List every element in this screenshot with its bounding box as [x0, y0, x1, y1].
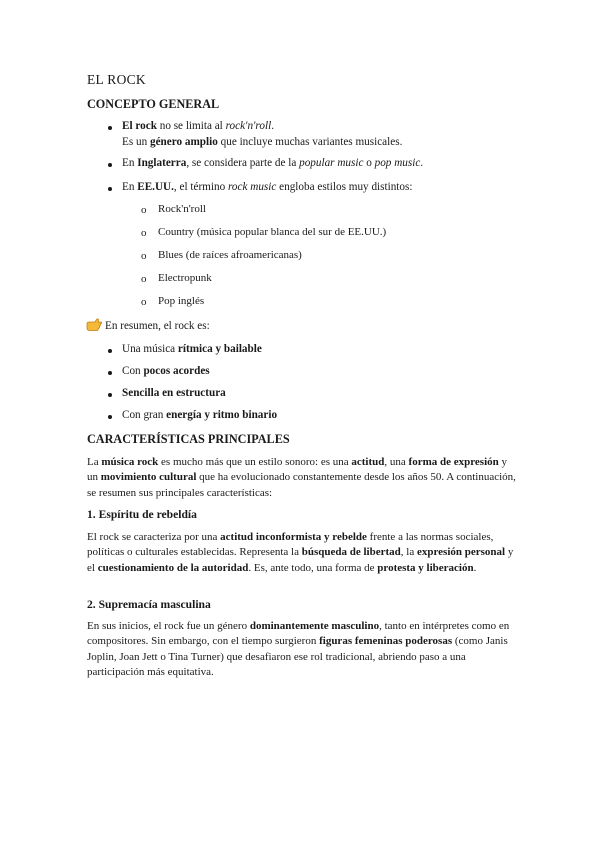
pointing-hand-icon	[86, 318, 102, 332]
sub-bullet-marker: o	[141, 250, 147, 262]
bullet-dot	[108, 349, 112, 353]
bullet-dot	[108, 163, 112, 167]
bullet-dot	[108, 415, 112, 419]
bullet-dot	[108, 371, 112, 375]
summary-item-1: Una música rítmica y bailable	[122, 343, 262, 355]
section-heading-concepto: CONCEPTO GENERAL	[87, 97, 220, 111]
bullet-item-3: En EE.UU., el término rock music engloba estilos muy distintos:	[122, 181, 413, 193]
masculina-paragraph: En sus inicios, el rock fue un género dominantemente masculino, tanto en intérpretes como en compositores. Sin embargo, con el tiempo surgieron figuras femeninas poderosas (como Janis Joplin, Joan Jett o Tina Turner) que desafiaron ese rol tradicional, abriendo paso a una participación más equitativa.	[87, 620, 510, 679]
sub-bullet-marker: o	[141, 273, 147, 285]
sub-bullet-marker: o	[141, 296, 147, 308]
section-heading-caracteristicas: CARACTERÍSTICAS PRINCIPALES	[87, 432, 290, 446]
bullet-dot	[108, 187, 112, 191]
intro-paragraph: La música rock es mucho más que un estilo sonoro: es una actitud, una forma de expresión y un movimiento cultural que ha evolucionado constantemente desde los años 50. A continuación, se resumen sus principales características:	[87, 456, 516, 499]
sub-bullet-marker: o	[141, 204, 147, 216]
sub-item-4: Electropunk	[158, 272, 212, 284]
summary-item-2: Con pocos acordes	[122, 365, 210, 377]
sub-item-2: Country (música popular blanca del sur de EE.UU.)	[158, 226, 387, 238]
summary-intro: En resumen, el rock es:	[105, 320, 210, 332]
sub-bullet-marker: o	[141, 227, 147, 239]
rebeldia-paragraph: El rock se caracteriza por una actitud inconformista y rebelde frente a las normas sociales, políticas o culturales establecidas. Representa la búsqueda de libertad, la expresión personal y el cuestionamiento de la autoridad. Es, ante todo, una forma de protesta y liberación.	[87, 531, 514, 574]
bullet-item-1-line2: Es un género amplio que incluye muchas variantes musicales.	[122, 136, 403, 148]
subheading-rebeldia: 1. Espíritu de rebeldía	[87, 508, 197, 521]
bullet-dot	[108, 393, 112, 397]
sub-item-5: Pop inglés	[158, 295, 205, 307]
sub-item-3: Blues (de raíces afroamericanas)	[158, 249, 302, 261]
summary-item-3: Sencilla en estructura	[122, 387, 226, 399]
summary-item-4: Con gran energía y ritmo binario	[122, 409, 278, 421]
bullet-dot	[108, 126, 112, 130]
document-title: EL ROCK	[87, 72, 146, 87]
bullet-item-1: El rock no se limita al rock'n'roll.	[122, 120, 274, 132]
sub-item-1: Rock'n'roll	[158, 203, 206, 215]
subheading-masculina: 2. Supremacía masculina	[87, 598, 211, 611]
bullet-item-2: En Inglaterra, se considera parte de la popular music o pop music.	[122, 157, 424, 169]
